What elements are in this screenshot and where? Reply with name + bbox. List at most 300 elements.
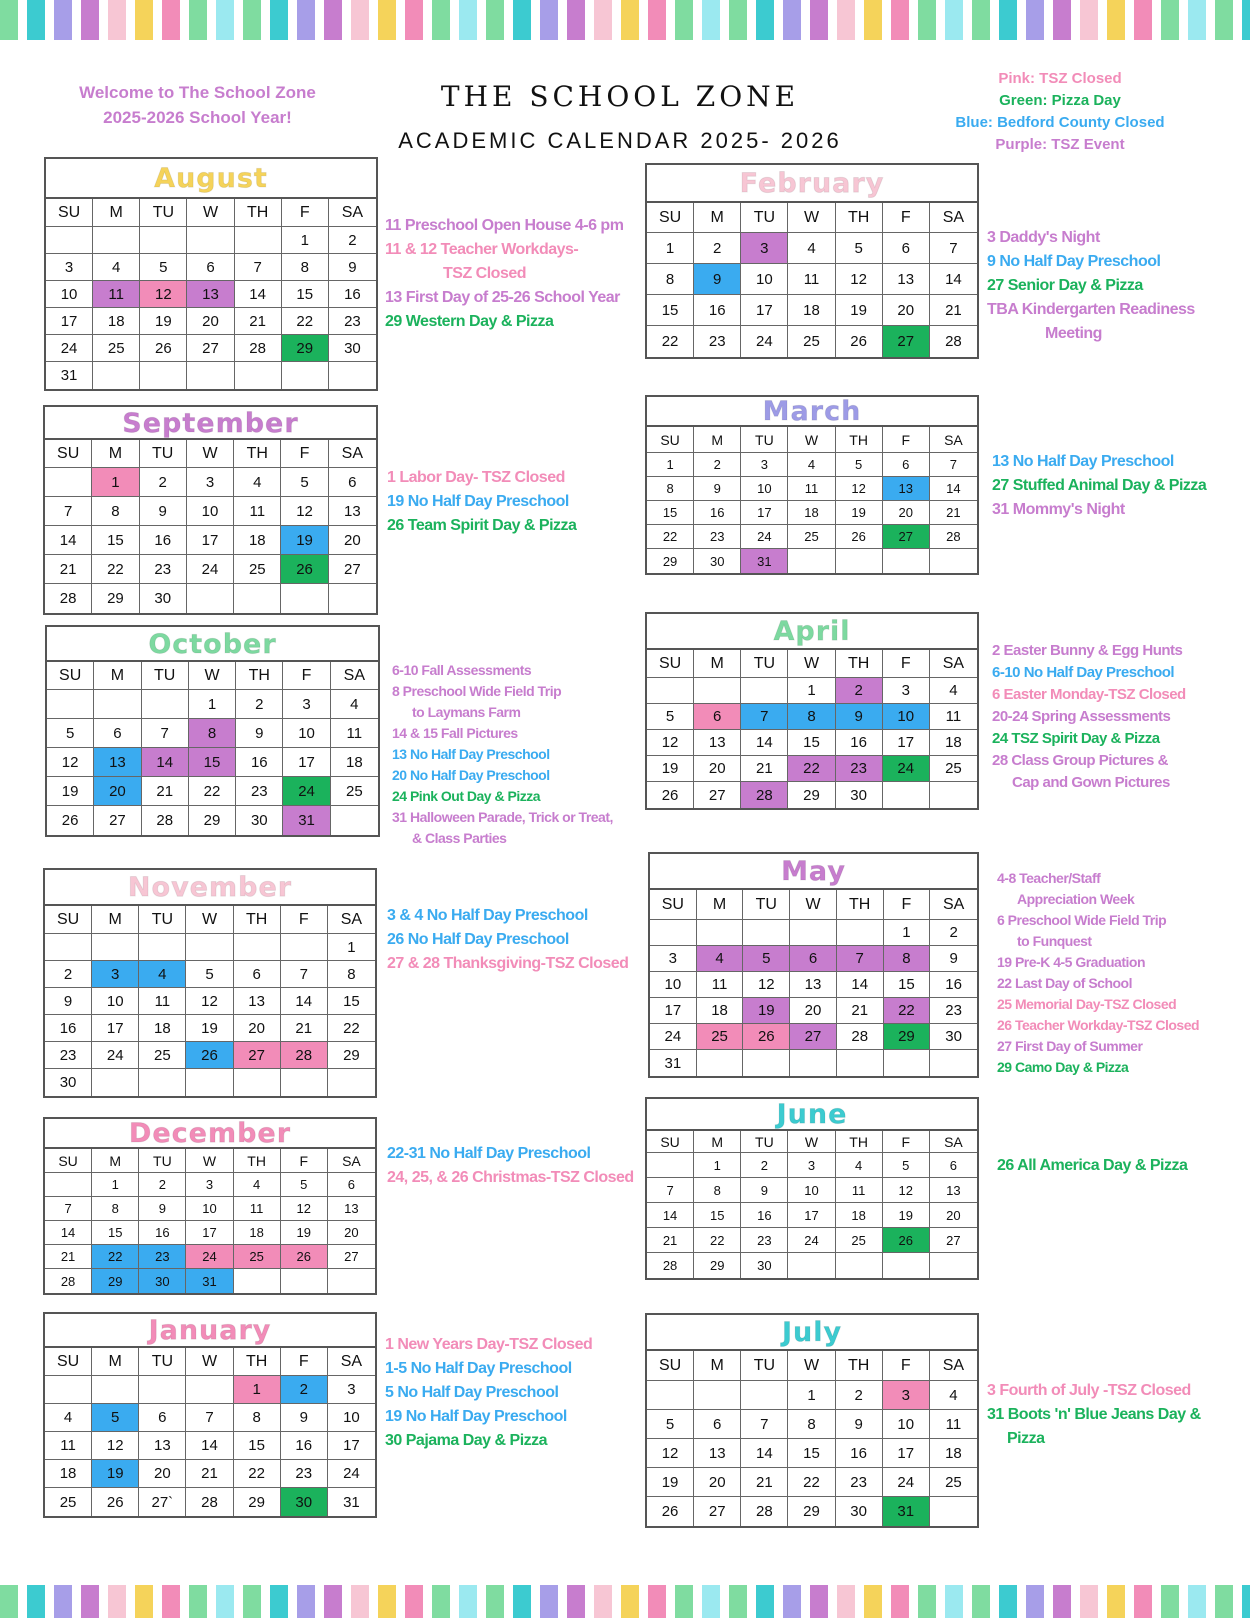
empty-cell	[836, 549, 883, 573]
day-cell: 24	[46, 335, 93, 362]
day-cell: 26	[281, 1245, 328, 1269]
calendar-august	[44, 157, 378, 391]
day-cell: 29	[788, 1497, 835, 1526]
weekday-header: F	[883, 427, 930, 453]
day-cell: 20	[139, 1460, 186, 1488]
day-cell: 4	[697, 946, 744, 972]
weekday-header: TH	[235, 199, 282, 227]
day-cell: 25	[930, 756, 977, 782]
weekday-header: TU	[140, 440, 187, 468]
day-cell: 10	[788, 1178, 835, 1203]
weekday-header: SU	[647, 650, 694, 678]
weekday-header: F	[883, 1131, 930, 1153]
day-cell: 13	[328, 1197, 375, 1221]
weekday-header: M	[92, 1348, 139, 1376]
note-line: 3 Daddy's Night	[987, 229, 1100, 246]
day-cell: 12	[883, 1178, 930, 1203]
day-cell: 9	[930, 946, 977, 972]
weekday-header: SA	[328, 906, 375, 934]
empty-cell	[140, 227, 187, 254]
weekday-header: W	[189, 662, 236, 690]
page-subtitle: ACADEMIC CALENDAR 2025- 2026	[398, 128, 842, 153]
day-cell: 8	[788, 1410, 835, 1439]
day-cell: 7	[45, 497, 92, 526]
weekday-header: SA	[930, 650, 977, 678]
empty-cell	[281, 1069, 328, 1096]
day-cell: 21	[45, 1245, 92, 1269]
weekday-header: M	[694, 427, 741, 453]
day-cell: 27	[694, 782, 741, 808]
day-cell: 22	[282, 308, 329, 335]
day-cell: 6	[883, 453, 930, 477]
note-line: 27 First Day of Summer	[997, 1038, 1143, 1054]
empty-cell	[139, 934, 186, 961]
notes-january	[385, 1333, 592, 1453]
weekday-header: TU	[743, 890, 790, 920]
day-cell: 2	[741, 1153, 788, 1178]
note-line: 29 Western Day & Pizza	[385, 313, 554, 330]
day-cell: 23	[694, 326, 741, 357]
day-cell: 10	[741, 477, 788, 501]
day-cell: 4	[234, 468, 281, 497]
day-cell: 7	[186, 1404, 233, 1432]
day-cell: 17	[92, 1015, 139, 1042]
empty-cell	[45, 1376, 92, 1404]
empty-cell	[930, 1253, 977, 1278]
day-cell: 26	[743, 1024, 790, 1050]
weekday-header: M	[94, 662, 141, 690]
weekday-header: W	[788, 650, 835, 678]
day-cell: 25	[45, 1488, 92, 1516]
day-cell: 25	[697, 1024, 744, 1050]
empty-cell	[694, 678, 741, 704]
weekday-header: SA	[930, 427, 977, 453]
weekday-header: TU	[139, 1348, 186, 1376]
day-cell: 15	[189, 748, 236, 777]
empty-cell	[328, 1069, 375, 1096]
empty-cell	[45, 934, 92, 961]
day-cell: 24	[883, 1468, 930, 1497]
day-cell: 9	[694, 477, 741, 501]
day-cell: 29	[328, 1042, 375, 1069]
day-cell: 11	[234, 1197, 281, 1221]
day-cell: 18	[836, 1203, 883, 1228]
day-cell: 21	[186, 1460, 233, 1488]
day-cell: 1	[189, 690, 236, 719]
day-cell: 18	[930, 730, 977, 756]
day-cell: 9	[836, 704, 883, 730]
day-cell: 10	[283, 719, 330, 748]
day-cell: 31	[186, 1269, 233, 1293]
day-cell: 4	[45, 1404, 92, 1432]
day-cell: 14	[930, 477, 977, 501]
day-cell: 19	[836, 295, 883, 326]
day-cell: 25	[788, 525, 835, 549]
notes-august	[385, 214, 623, 334]
note-line: 28 Class Group Pictures &	[992, 752, 1168, 769]
day-cell: 5	[836, 233, 883, 264]
day-cell: 9	[329, 254, 376, 281]
day-cell: 8	[647, 477, 694, 501]
empty-cell	[187, 362, 234, 389]
day-cell: 6	[694, 704, 741, 730]
empty-cell	[741, 678, 788, 704]
note-line: 6-10 Fall Assessments	[392, 662, 532, 678]
note-line: 25 Memorial Day-TSZ Closed	[997, 996, 1177, 1012]
day-cell: 7	[930, 233, 977, 264]
day-cell: 21	[45, 555, 92, 584]
note-line: 19 Pre-K 4-5 Graduation	[997, 954, 1145, 970]
note-line: 30 Pajama Day & Pizza	[385, 1432, 548, 1449]
empty-cell	[187, 584, 234, 613]
weekday-header: W	[186, 906, 233, 934]
month-title-february: February	[647, 165, 977, 203]
day-cell: 5	[647, 704, 694, 730]
note-line: 19 No Half Day Preschool	[385, 1408, 567, 1425]
day-cell: 3	[92, 961, 139, 988]
day-cell: 28	[281, 1042, 328, 1069]
day-cell: 28	[45, 1269, 92, 1293]
weekday-header: SA	[930, 1131, 977, 1153]
weekday-header: SU	[45, 1149, 92, 1173]
day-cell: 31	[283, 806, 330, 835]
weekday-header: W	[186, 1348, 233, 1376]
empty-cell	[329, 362, 376, 389]
day-cell: 4	[836, 1153, 883, 1178]
day-cell: 7	[741, 1410, 788, 1439]
month-grid	[45, 440, 376, 613]
day-cell: 12	[281, 1197, 328, 1221]
empty-cell	[743, 1050, 790, 1076]
notes-may	[997, 868, 1199, 1078]
day-cell: 11	[45, 1432, 92, 1460]
day-cell: 28	[837, 1024, 884, 1050]
day-cell: 17	[650, 998, 697, 1024]
day-cell: 14	[142, 748, 189, 777]
day-cell: 28	[186, 1488, 233, 1516]
day-cell: 24	[186, 1245, 233, 1269]
weekday-header: SA	[331, 662, 378, 690]
note-line: 26 All America Day & Pizza	[997, 1157, 1188, 1174]
day-cell: 8	[884, 946, 931, 972]
empty-cell	[788, 1253, 835, 1278]
day-cell: 16	[694, 295, 741, 326]
month-grid	[647, 650, 977, 808]
note-line: 11 Preschool Open House 4-6 pm	[385, 217, 624, 234]
note-line: Pizza	[1007, 1430, 1045, 1447]
weekday-header: SU	[45, 906, 92, 934]
color-legend	[930, 68, 1190, 156]
day-cell: 21	[741, 1468, 788, 1497]
day-cell: 8	[788, 704, 835, 730]
month-grid	[647, 1131, 977, 1278]
day-cell: 6	[329, 468, 376, 497]
day-cell: 22	[788, 756, 835, 782]
day-cell: 5	[92, 1404, 139, 1432]
calendar-may	[648, 852, 979, 1078]
day-cell: 16	[329, 281, 376, 308]
day-cell: 24	[650, 1024, 697, 1050]
day-cell: 7	[142, 719, 189, 748]
calendar-september	[43, 405, 378, 615]
day-cell: 24	[328, 1460, 375, 1488]
weekday-header: SA	[930, 1351, 977, 1381]
empty-cell	[140, 362, 187, 389]
day-cell: 24	[788, 1228, 835, 1253]
empty-cell	[883, 782, 930, 808]
day-cell: 30	[930, 1024, 977, 1050]
day-cell: 17	[328, 1432, 375, 1460]
day-cell: 11	[788, 477, 835, 501]
day-cell: 3	[186, 1173, 233, 1197]
weekday-header: TU	[140, 199, 187, 227]
empty-cell	[743, 920, 790, 946]
note-line: to Laymans Farm	[412, 704, 521, 720]
weekday-header: W	[788, 427, 835, 453]
day-cell: 25	[139, 1042, 186, 1069]
day-cell: 21	[930, 501, 977, 525]
empty-cell	[790, 1050, 837, 1076]
day-cell: 19	[281, 1221, 328, 1245]
note-line: TBA Kindergarten Readiness	[987, 301, 1195, 318]
note-line: 24, 25, & 26 Christmas-TSZ Closed	[387, 1169, 634, 1186]
day-cell: 11	[697, 972, 744, 998]
day-cell: 17	[883, 730, 930, 756]
day-cell: 31	[650, 1050, 697, 1076]
day-cell: 22	[92, 555, 139, 584]
day-cell: 14	[647, 1203, 694, 1228]
day-cell: 29	[92, 584, 139, 613]
day-cell: 10	[187, 497, 234, 526]
empty-cell	[647, 1381, 694, 1410]
empty-cell	[45, 468, 92, 497]
empty-cell	[187, 227, 234, 254]
day-cell: 1	[282, 227, 329, 254]
day-cell: 6	[930, 1153, 977, 1178]
weekday-header: TU	[139, 1149, 186, 1173]
day-cell: 20	[883, 295, 930, 326]
day-cell: 28	[647, 1253, 694, 1278]
note-line: 3 Fourth of July -TSZ Closed	[987, 1382, 1191, 1399]
day-cell: 19	[92, 1460, 139, 1488]
empty-cell	[234, 1269, 281, 1293]
note-line: 20-24 Spring Assessments	[992, 708, 1171, 725]
day-cell: 17	[186, 1221, 233, 1245]
day-cell: 20	[694, 756, 741, 782]
day-cell: 13	[790, 972, 837, 998]
day-cell: 5	[647, 1410, 694, 1439]
day-cell: 2	[836, 678, 883, 704]
empty-cell	[697, 920, 744, 946]
day-cell: 18	[697, 998, 744, 1024]
legend-purple: Purple: TSZ Event	[995, 136, 1125, 153]
weekday-header: F	[282, 199, 329, 227]
day-cell: 5	[186, 961, 233, 988]
day-cell: 26	[140, 335, 187, 362]
day-cell: 6	[883, 233, 930, 264]
note-line: 5 No Half Day Preschool	[385, 1384, 559, 1401]
day-cell: 26	[281, 555, 328, 584]
day-cell: 3	[788, 1153, 835, 1178]
day-cell: 12	[647, 1439, 694, 1468]
day-cell: 12	[281, 497, 328, 526]
weekday-header: SA	[328, 1149, 375, 1173]
calendar-july	[645, 1313, 979, 1528]
day-cell: 12	[836, 477, 883, 501]
weekday-header: M	[92, 1149, 139, 1173]
day-cell: 26	[92, 1488, 139, 1516]
day-cell: 24	[187, 555, 234, 584]
day-cell: 2	[281, 1376, 328, 1404]
welcome-line-1: Welcome to The School Zone	[79, 83, 316, 102]
month-grid	[647, 1351, 977, 1526]
weekday-header: M	[92, 906, 139, 934]
month-title-september: September	[45, 407, 376, 440]
weekday-header: SA	[930, 203, 977, 233]
month-title-march: March	[647, 397, 977, 427]
day-cell: 20	[234, 1015, 281, 1042]
weekday-header: W	[788, 1131, 835, 1153]
empty-cell	[93, 227, 140, 254]
day-cell: 28	[142, 806, 189, 835]
day-cell: 1	[788, 678, 835, 704]
weekday-header: M	[697, 890, 744, 920]
day-cell: 20	[328, 1221, 375, 1245]
day-cell: 21	[281, 1015, 328, 1042]
day-cell: 9	[836, 1410, 883, 1439]
note-line: 29 Camo Day & Pizza	[997, 1059, 1129, 1075]
weekday-header: SU	[647, 1131, 694, 1153]
weekday-header: SU	[47, 662, 94, 690]
day-cell: 4	[93, 254, 140, 281]
empty-cell	[697, 1050, 744, 1076]
notes-september	[387, 466, 576, 538]
day-cell: 26	[883, 1228, 930, 1253]
note-line: & Class Parties	[412, 830, 507, 846]
day-cell: 2	[329, 227, 376, 254]
day-cell: 2	[139, 1173, 186, 1197]
day-cell: 19	[883, 1203, 930, 1228]
day-cell: 21	[930, 295, 977, 326]
weekday-header: W	[187, 199, 234, 227]
empty-cell	[837, 920, 884, 946]
day-cell: 1	[884, 920, 931, 946]
day-cell: 29	[282, 335, 329, 362]
day-cell: 19	[647, 756, 694, 782]
empty-cell	[329, 584, 376, 613]
day-cell: 3	[650, 946, 697, 972]
day-cell: 16	[45, 1015, 92, 1042]
day-cell: 15	[788, 730, 835, 756]
day-cell: 22	[234, 1460, 281, 1488]
day-cell: 17	[741, 501, 788, 525]
month-grid	[45, 1348, 375, 1516]
day-cell: 16	[836, 1439, 883, 1468]
day-cell: 23	[694, 525, 741, 549]
bottom-stripe-border	[0, 1585, 1250, 1618]
weekday-header: W	[788, 203, 835, 233]
weekday-header: F	[281, 440, 328, 468]
day-cell: 17	[187, 526, 234, 555]
note-line: 14 & 15 Fall Pictures	[392, 725, 518, 741]
day-cell: 19	[186, 1015, 233, 1042]
empty-cell	[139, 1376, 186, 1404]
day-cell: 19	[743, 998, 790, 1024]
note-line: to Funquest	[1017, 933, 1092, 949]
day-cell: 1	[328, 934, 375, 961]
empty-cell	[741, 1381, 788, 1410]
day-cell: 31	[46, 362, 93, 389]
weekday-header: SA	[329, 440, 376, 468]
note-line: 27 & 28 Thanksgiving-TSZ Closed	[387, 955, 629, 972]
day-cell: 19	[140, 308, 187, 335]
day-cell: 18	[45, 1460, 92, 1488]
note-line: 13 No Half Day Preschool	[392, 746, 550, 762]
empty-cell	[884, 1050, 931, 1076]
day-cell: 15	[647, 295, 694, 326]
day-cell: 26	[836, 326, 883, 357]
day-cell: 15	[884, 972, 931, 998]
day-cell: 19	[836, 501, 883, 525]
day-cell: 28	[741, 782, 788, 808]
day-cell: 16	[236, 748, 283, 777]
day-cell: 25	[788, 326, 835, 357]
day-cell: 23	[930, 998, 977, 1024]
day-cell: 16	[836, 730, 883, 756]
day-cell: 29	[884, 1024, 931, 1050]
day-cell: 26	[186, 1042, 233, 1069]
day-cell: 12	[92, 1432, 139, 1460]
empty-cell	[930, 782, 977, 808]
day-cell: 31	[741, 549, 788, 573]
note-line: 31 Mommy's Night	[992, 501, 1125, 518]
day-cell: 12	[186, 988, 233, 1015]
day-cell: 31	[343, 1493, 360, 1511]
day-cell: 4	[930, 678, 977, 704]
day-cell: 20	[694, 1468, 741, 1497]
day-cell: 8	[282, 254, 329, 281]
day-cell: 26	[47, 806, 94, 835]
empty-cell	[186, 1069, 233, 1096]
day-cell: 15	[328, 988, 375, 1015]
day-cell: 21	[235, 308, 282, 335]
empty-cell	[92, 1069, 139, 1096]
weekday-header: TU	[142, 662, 189, 690]
day-cell: 7	[281, 961, 328, 988]
day-cell: 23	[741, 1228, 788, 1253]
day-cell: 27	[883, 326, 930, 357]
weekday-header: SA	[329, 199, 376, 227]
day-cell: 13	[694, 1439, 741, 1468]
day-cell: 23	[836, 1468, 883, 1497]
legend-blue: Blue: Bedford County Closed	[955, 114, 1165, 131]
day-cell: 13	[94, 748, 141, 777]
day-cell: 23	[836, 756, 883, 782]
weekday-header: SU	[46, 199, 93, 227]
day-cell: 20	[94, 777, 141, 806]
calendar-february	[645, 163, 979, 359]
note-line: 11 & 12 Teacher Workdays-	[385, 241, 579, 258]
day-cell: 8	[92, 497, 139, 526]
day-cell: 9	[139, 1197, 186, 1221]
day-cell: 20	[790, 998, 837, 1024]
legend-pink: Pink: TSZ Closed	[998, 70, 1122, 87]
day-cell: 15	[282, 281, 329, 308]
day-cell: 19	[647, 1468, 694, 1497]
day-cell: 3	[283, 690, 330, 719]
day-cell: 9	[45, 988, 92, 1015]
day-cell: 26	[836, 525, 883, 549]
